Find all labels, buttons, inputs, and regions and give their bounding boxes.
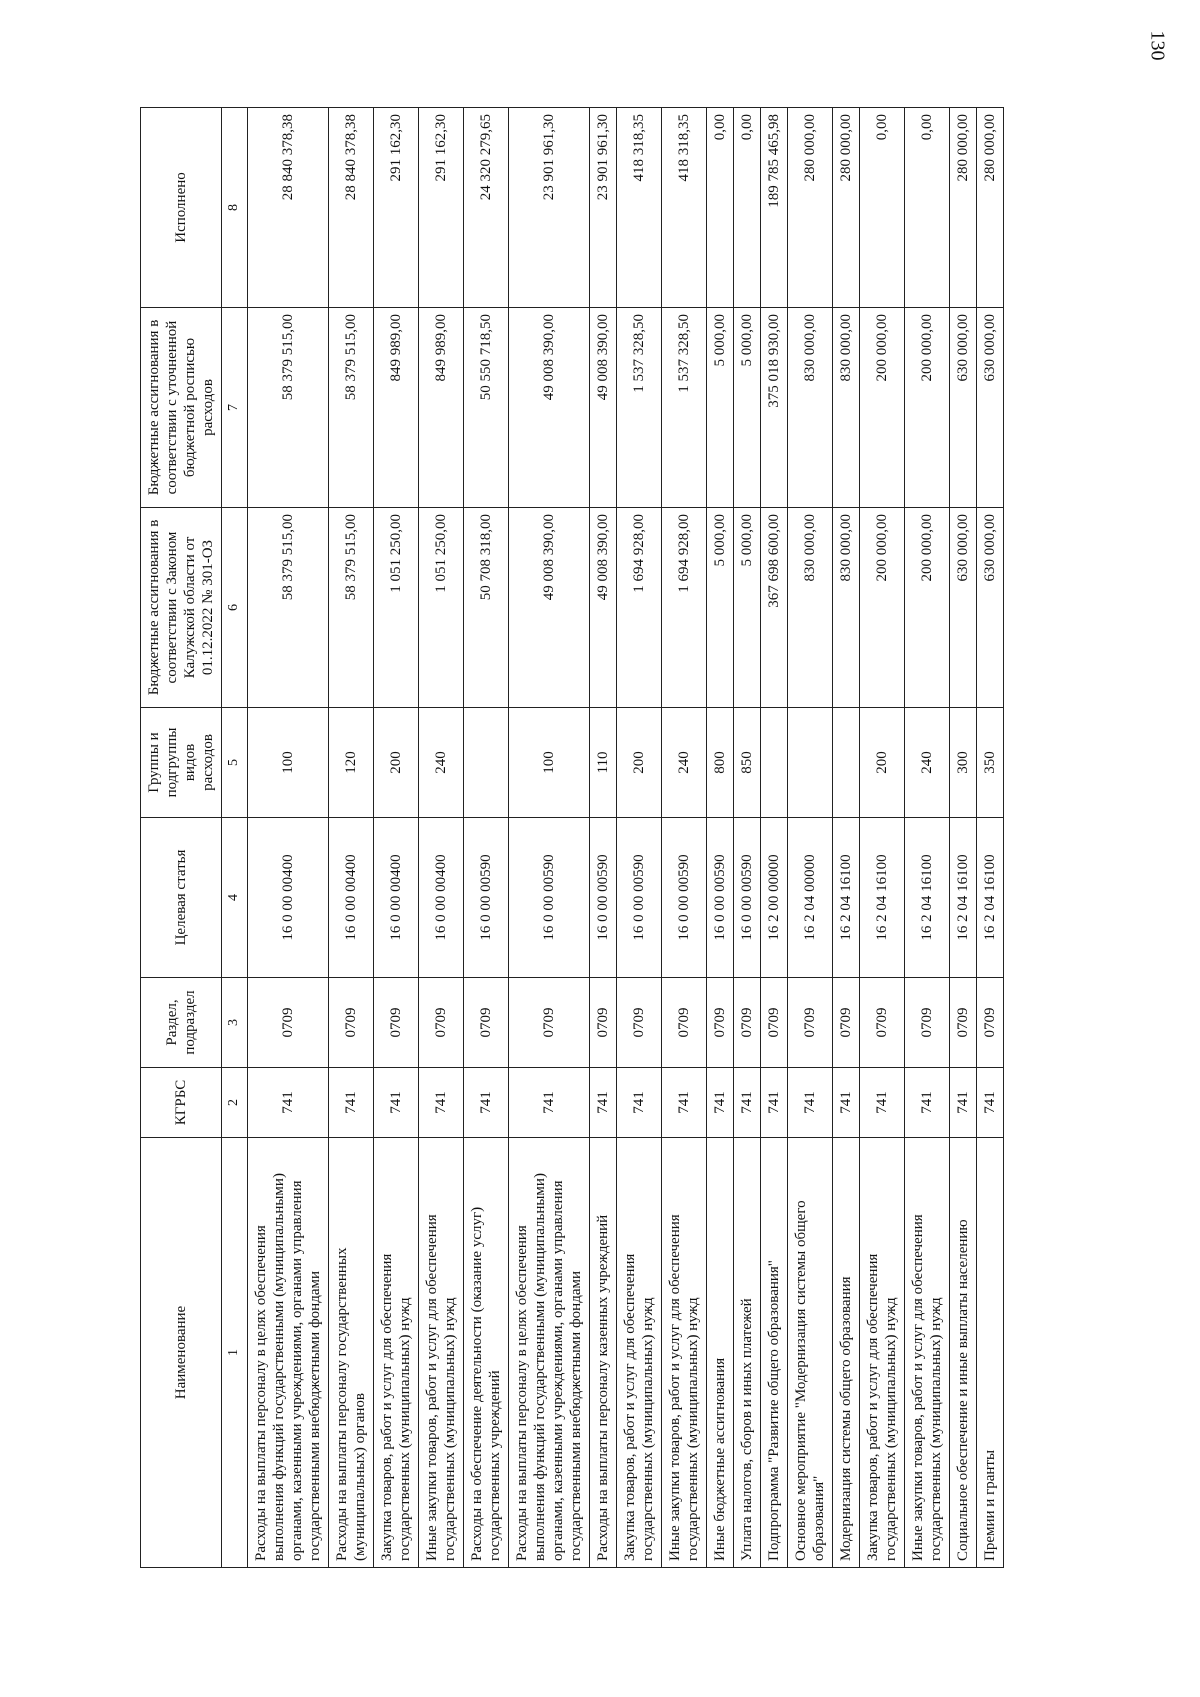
- cell-executed: 280 000,00: [976, 108, 1003, 308]
- cell-name: Модернизация системы общего образования: [832, 1138, 859, 1568]
- cell-name: Иные закупки товаров, работ и услуг для обеспечения государственных (муниципальных) нужд: [661, 1138, 706, 1568]
- table-row: [247, 108, 328, 1568]
- cell-kgrbs: 741: [589, 1068, 616, 1138]
- cell-executed: 24 320 279,65: [463, 108, 508, 308]
- cell-kgrbs: 741: [463, 1068, 508, 1138]
- cell-section: 0709: [760, 978, 787, 1068]
- column-number: 6: [222, 508, 248, 708]
- cell-kgrbs: 741: [418, 1068, 463, 1138]
- cell-name: Иные бюджетные ассигнования: [706, 1138, 733, 1568]
- cell-expense-group: 240: [904, 708, 949, 818]
- cell-kgrbs: 741: [373, 1068, 418, 1138]
- cell-section: 0709: [589, 978, 616, 1068]
- cell-kgrbs: 741: [733, 1068, 760, 1138]
- cell-law-allocation: 367 698 600,00: [760, 508, 787, 708]
- cell-refined-allocation: 630 000,00: [949, 308, 976, 508]
- cell-expense-group: [832, 708, 859, 818]
- cell-expense-group: 240: [661, 708, 706, 818]
- cell-kgrbs: 741: [616, 1068, 661, 1138]
- cell-target-article: 16 2 04 16100: [832, 818, 859, 978]
- cell-target-article: 16 0 00 00590: [661, 818, 706, 978]
- cell-name: Основное мероприятие "Модернизация системы общего образования": [787, 1138, 832, 1568]
- header-law-allocations: Бюджетные ассигнования в соответствии с Законом Калужской области от 01.12.2022 № 301-ОЗ: [141, 508, 222, 708]
- table-row: [760, 108, 787, 1568]
- table-row: [328, 108, 373, 1568]
- cell-refined-allocation: 1 537 328,50: [661, 308, 706, 508]
- cell-expense-group: 110: [589, 708, 616, 818]
- column-number-row: [222, 108, 248, 1568]
- cell-refined-allocation: 49 008 390,00: [508, 308, 589, 508]
- cell-target-article: 16 2 04 16100: [904, 818, 949, 978]
- cell-section: 0709: [904, 978, 949, 1068]
- cell-section: 0709: [733, 978, 760, 1068]
- cell-target-article: 16 2 04 16100: [859, 818, 904, 978]
- cell-law-allocation: 5 000,00: [733, 508, 760, 708]
- cell-name: Иные закупки товаров, работ и услуг для обеспечения государственных (муниципальных) нужд: [904, 1138, 949, 1568]
- table-row: [733, 108, 760, 1568]
- cell-name: Расходы на выплаты персоналу казенных учреждений: [589, 1138, 616, 1568]
- cell-refined-allocation: 58 379 515,00: [328, 308, 373, 508]
- cell-law-allocation: 58 379 515,00: [247, 508, 328, 708]
- cell-refined-allocation: 849 989,00: [373, 308, 418, 508]
- cell-kgrbs: 741: [706, 1068, 733, 1138]
- cell-law-allocation: 830 000,00: [787, 508, 832, 708]
- cell-target-article: 16 0 00 00590: [589, 818, 616, 978]
- cell-name: Премии и гранты: [976, 1138, 1003, 1568]
- cell-refined-allocation: 49 008 390,00: [589, 308, 616, 508]
- cell-executed: 418 318,35: [616, 108, 661, 308]
- header-expense-groups: Группы и подгруппы видов расходов: [141, 708, 222, 818]
- cell-executed: 189 785 465,98: [760, 108, 787, 308]
- cell-refined-allocation: 830 000,00: [787, 308, 832, 508]
- page-number: 130: [1146, 30, 1169, 61]
- cell-refined-allocation: 849 989,00: [418, 308, 463, 508]
- cell-target-article: 16 2 04 00000: [787, 818, 832, 978]
- cell-law-allocation: 58 379 515,00: [328, 508, 373, 708]
- table-row: [508, 108, 589, 1568]
- cell-section: 0709: [418, 978, 463, 1068]
- cell-expense-group: 240: [418, 708, 463, 818]
- cell-target-article: 16 0 00 00400: [328, 818, 373, 978]
- table-row: [661, 108, 706, 1568]
- cell-expense-group: 200: [373, 708, 418, 818]
- cell-section: 0709: [328, 978, 373, 1068]
- cell-expense-group: 120: [328, 708, 373, 818]
- cell-law-allocation: 49 008 390,00: [508, 508, 589, 708]
- cell-section: 0709: [787, 978, 832, 1068]
- cell-executed: 291 162,30: [418, 108, 463, 308]
- table-row: [859, 108, 904, 1568]
- cell-law-allocation: 830 000,00: [832, 508, 859, 708]
- cell-law-allocation: 50 708 318,00: [463, 508, 508, 708]
- cell-kgrbs: 741: [976, 1068, 1003, 1138]
- table-row: [976, 108, 1003, 1568]
- cell-section: 0709: [616, 978, 661, 1068]
- cell-name: Закупка товаров, работ и услуг для обеспечения государственных (муниципальных) нужд: [373, 1138, 418, 1568]
- cell-refined-allocation: 5 000,00: [733, 308, 760, 508]
- cell-refined-allocation: 200 000,00: [859, 308, 904, 508]
- cell-law-allocation: 1 051 250,00: [373, 508, 418, 708]
- cell-refined-allocation: 1 537 328,50: [616, 308, 661, 508]
- cell-section: 0709: [706, 978, 733, 1068]
- cell-target-article: 16 0 00 00590: [733, 818, 760, 978]
- table-row: [832, 108, 859, 1568]
- cell-executed: 280 000,00: [787, 108, 832, 308]
- cell-expense-group: [463, 708, 508, 818]
- header-target-article: Целевая статья: [141, 818, 222, 978]
- table-row: [418, 108, 463, 1568]
- table-row: [373, 108, 418, 1568]
- cell-name: Социальное обеспечение и иные выплаты населению: [949, 1138, 976, 1568]
- cell-section: 0709: [859, 978, 904, 1068]
- cell-executed: 418 318,35: [661, 108, 706, 308]
- cell-name: Расходы на обеспечение деятельности (оказание услуг) государственных учреждений: [463, 1138, 508, 1568]
- cell-target-article: 16 0 00 00590: [463, 818, 508, 978]
- header-name: Наименование: [141, 1138, 222, 1568]
- cell-executed: 280 000,00: [832, 108, 859, 308]
- cell-refined-allocation: 630 000,00: [976, 308, 1003, 508]
- cell-kgrbs: 741: [787, 1068, 832, 1138]
- budget-table-container: [140, 108, 1078, 1568]
- cell-law-allocation: 5 000,00: [706, 508, 733, 708]
- column-number: 5: [222, 708, 248, 818]
- cell-law-allocation: 200 000,00: [859, 508, 904, 708]
- cell-executed: 0,00: [733, 108, 760, 308]
- table-row: [949, 108, 976, 1568]
- cell-section: 0709: [247, 978, 328, 1068]
- header-executed: Исполнено: [141, 108, 222, 308]
- header-section: Раздел, подраздел: [141, 978, 222, 1068]
- cell-kgrbs: 741: [949, 1068, 976, 1138]
- cell-expense-group: 200: [859, 708, 904, 818]
- cell-expense-group: 300: [949, 708, 976, 818]
- cell-target-article: 16 0 00 00590: [706, 818, 733, 978]
- column-number: 2: [222, 1068, 248, 1138]
- cell-executed: 0,00: [904, 108, 949, 308]
- cell-target-article: 16 0 00 00400: [418, 818, 463, 978]
- cell-target-article: 16 0 00 00400: [247, 818, 328, 978]
- cell-refined-allocation: 830 000,00: [832, 308, 859, 508]
- cell-executed: 28 840 378,38: [328, 108, 373, 308]
- cell-name: Закупка товаров, работ и услуг для обеспечения государственных (муниципальных) нужд: [616, 1138, 661, 1568]
- table-row: [904, 108, 949, 1568]
- cell-law-allocation: 1 051 250,00: [418, 508, 463, 708]
- cell-expense-group: [760, 708, 787, 818]
- cell-law-allocation: 630 000,00: [949, 508, 976, 708]
- cell-refined-allocation: 58 379 515,00: [247, 308, 328, 508]
- cell-section: 0709: [661, 978, 706, 1068]
- cell-kgrbs: 741: [661, 1068, 706, 1138]
- table-header-row: [141, 108, 222, 1568]
- cell-section: 0709: [373, 978, 418, 1068]
- cell-executed: 28 840 378,38: [247, 108, 328, 308]
- cell-name: Подпрограмма "Развитие общего образования": [760, 1138, 787, 1568]
- cell-executed: 23 901 961,30: [589, 108, 616, 308]
- cell-name: Расходы на выплаты персоналу в целях обеспечения выполнения функций государственными (муниципальными) органами, казенными учреждениями, органами управления государственными внебюджетными фондами: [247, 1138, 328, 1568]
- cell-section: 0709: [832, 978, 859, 1068]
- column-number: 3: [222, 978, 248, 1068]
- cell-section: 0709: [508, 978, 589, 1068]
- cell-expense-group: 100: [508, 708, 589, 818]
- cell-section: 0709: [463, 978, 508, 1068]
- cell-section: 0709: [949, 978, 976, 1068]
- cell-expense-group: [787, 708, 832, 818]
- table-body: [247, 108, 1003, 1568]
- cell-name: Уплата налогов, сборов и иных платежей: [733, 1138, 760, 1568]
- header-refined-allocations: Бюджетные ассигнования в соответствии с уточненной бюджетной росписью расходов: [141, 308, 222, 508]
- cell-kgrbs: 741: [760, 1068, 787, 1138]
- cell-kgrbs: 741: [508, 1068, 589, 1138]
- cell-law-allocation: 630 000,00: [976, 508, 1003, 708]
- cell-target-article: 16 2 00 00000: [760, 818, 787, 978]
- cell-section: 0709: [976, 978, 1003, 1068]
- cell-law-allocation: 1 694 928,00: [616, 508, 661, 708]
- table-row: [787, 108, 832, 1568]
- column-number: 1: [222, 1138, 248, 1568]
- cell-name: Закупка товаров, работ и услуг для обеспечения государственных (муниципальных) нужд: [859, 1138, 904, 1568]
- cell-expense-group: 800: [706, 708, 733, 818]
- cell-kgrbs: 741: [859, 1068, 904, 1138]
- column-number: 4: [222, 818, 248, 978]
- cell-executed: 280 000,00: [949, 108, 976, 308]
- cell-kgrbs: 741: [904, 1068, 949, 1138]
- cell-target-article: 16 0 00 00590: [616, 818, 661, 978]
- table-row: [616, 108, 661, 1568]
- cell-executed: 291 162,30: [373, 108, 418, 308]
- cell-target-article: 16 0 00 00400: [373, 818, 418, 978]
- cell-expense-group: 200: [616, 708, 661, 818]
- cell-executed: 23 901 961,30: [508, 108, 589, 308]
- cell-law-allocation: 200 000,00: [904, 508, 949, 708]
- cell-target-article: 16 0 00 00590: [508, 818, 589, 978]
- cell-name: Расходы на выплаты персоналу государственных (муниципальных) органов: [328, 1138, 373, 1568]
- cell-name: Иные закупки товаров, работ и услуг для обеспечения государственных (муниципальных) нужд: [418, 1138, 463, 1568]
- header-kgrbs: КГРБС: [141, 1068, 222, 1138]
- column-number: 7: [222, 308, 248, 508]
- table-row: [589, 108, 616, 1568]
- cell-target-article: 16 2 04 16100: [949, 818, 976, 978]
- cell-expense-group: 350: [976, 708, 1003, 818]
- cell-refined-allocation: 5 000,00: [706, 308, 733, 508]
- column-number: 8: [222, 108, 248, 308]
- cell-law-allocation: 49 008 390,00: [589, 508, 616, 708]
- cell-expense-group: 100: [247, 708, 328, 818]
- cell-target-article: 16 2 04 16100: [976, 818, 1003, 978]
- cell-law-allocation: 1 694 928,00: [661, 508, 706, 708]
- cell-name: Расходы на выплаты персоналу в целях обеспечения выполнения функций государственными (муниципальными) органами, казенными учреждениями, органами управления государственными внебюджетными фондами: [508, 1138, 589, 1568]
- budget-table: [140, 107, 1004, 1568]
- cell-executed: 0,00: [859, 108, 904, 308]
- cell-kgrbs: 741: [247, 1068, 328, 1138]
- cell-expense-group: 850: [733, 708, 760, 818]
- table-row: [463, 108, 508, 1568]
- cell-kgrbs: 741: [832, 1068, 859, 1138]
- cell-kgrbs: 741: [328, 1068, 373, 1138]
- cell-refined-allocation: 50 550 718,50: [463, 308, 508, 508]
- cell-executed: 0,00: [706, 108, 733, 308]
- cell-refined-allocation: 200 000,00: [904, 308, 949, 508]
- table-row: [706, 108, 733, 1568]
- cell-refined-allocation: 375 018 930,00: [760, 308, 787, 508]
